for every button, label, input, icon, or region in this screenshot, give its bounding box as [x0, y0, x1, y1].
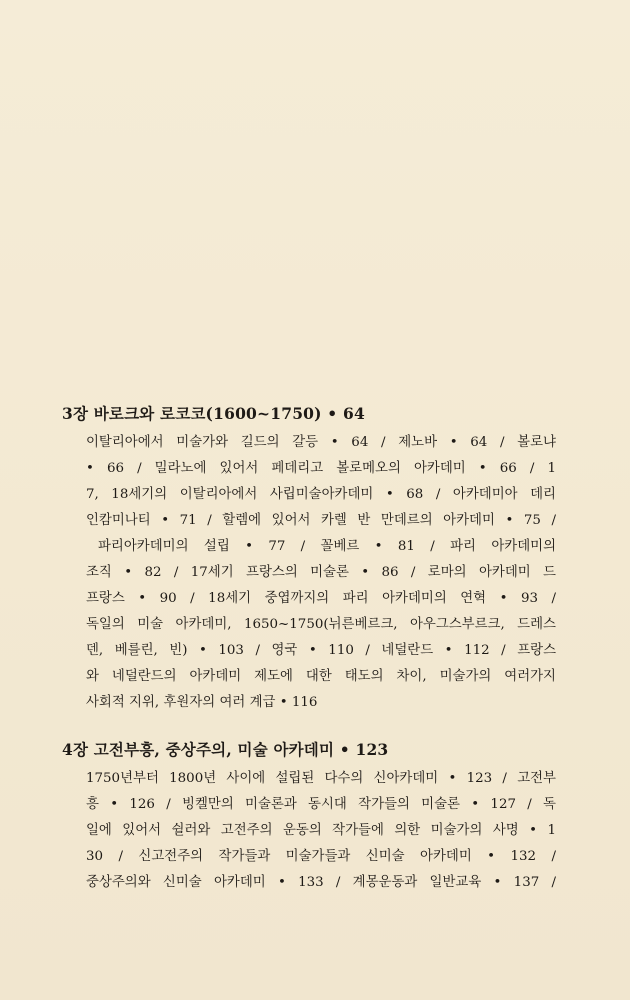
- contents-line: 프랑스 • 90 / 18세기 중엽까지의 파리 아카데미의 연혁 • 93 /: [86, 591, 556, 606]
- contents-line: 조직 • 82 / 17세기 프랑스의 미술론 • 86 / 로마의 아카데미 드: [86, 565, 556, 580]
- contents-line: • 66 / 밀라노에 있어서 페데리고 볼로메오의 아카데미 • 66 / 1: [86, 461, 556, 476]
- contents-line: 사회적 지위, 후원자의 여러 계급 • 116: [86, 695, 318, 710]
- chapter-3-heading: 3장 바로크와 로코코(1600~1750) • 64: [62, 404, 365, 423]
- contents-line: 7, 18세기의 이탈리아에서 사립미술아카데미 • 68 / 아카데미아 데리: [86, 487, 556, 502]
- contents-line: 중상주의와 신미술 아카데미 • 133 / 계몽운동과 일반교육 • 137 /: [86, 875, 556, 890]
- contents-line: 일에 있어서 쉴러와 고전주의 운동의 작가들에 의한 미술가의 사명 • 1: [86, 823, 556, 838]
- contents-line: 흥 • 126 / 빙켈만의 미술론과 동시대 작가들의 미술론 • 127 / 독: [86, 797, 556, 812]
- contents-line: 이탈리아에서 미술가와 길드의 갈등 • 64 / 제노바 • 64 / 볼로냐: [86, 435, 556, 450]
- contents-line: 파리아카데미의 설립 • 77 / 꼴베르 • 81 / 파리 아카데미의: [98, 539, 556, 554]
- chapter-4-heading: 4장 고전부흥, 중상주의, 미술 아카데미 • 123: [62, 740, 389, 759]
- contents-line: 인캄미나티 • 71 / 할렘에 있어서 카렐 반 만데르의 아카데미 • 75 /: [86, 513, 556, 528]
- contents-line: 30 / 신고전주의 작가들과 미술가들과 신미술 아카데미 • 132 /: [86, 849, 556, 864]
- contents-line: 독일의 미술 아카데미, 1650~1750(뉘른베르크, 아우그스부르크, 드레스: [86, 617, 556, 632]
- contents-line: 덴, 베를린, 빈) • 103 / 영국 • 110 / 네덜란드 • 112 / 프랑스: [86, 643, 556, 658]
- contents-line: 와 네덜란드의 아카데미 제도에 대한 태도의 차이, 미술가의 여러가지: [86, 669, 556, 684]
- contents-line: 1750년부터 1800년 사이에 설립된 다수의 신아카데미 • 123 / 고전부: [86, 771, 556, 786]
